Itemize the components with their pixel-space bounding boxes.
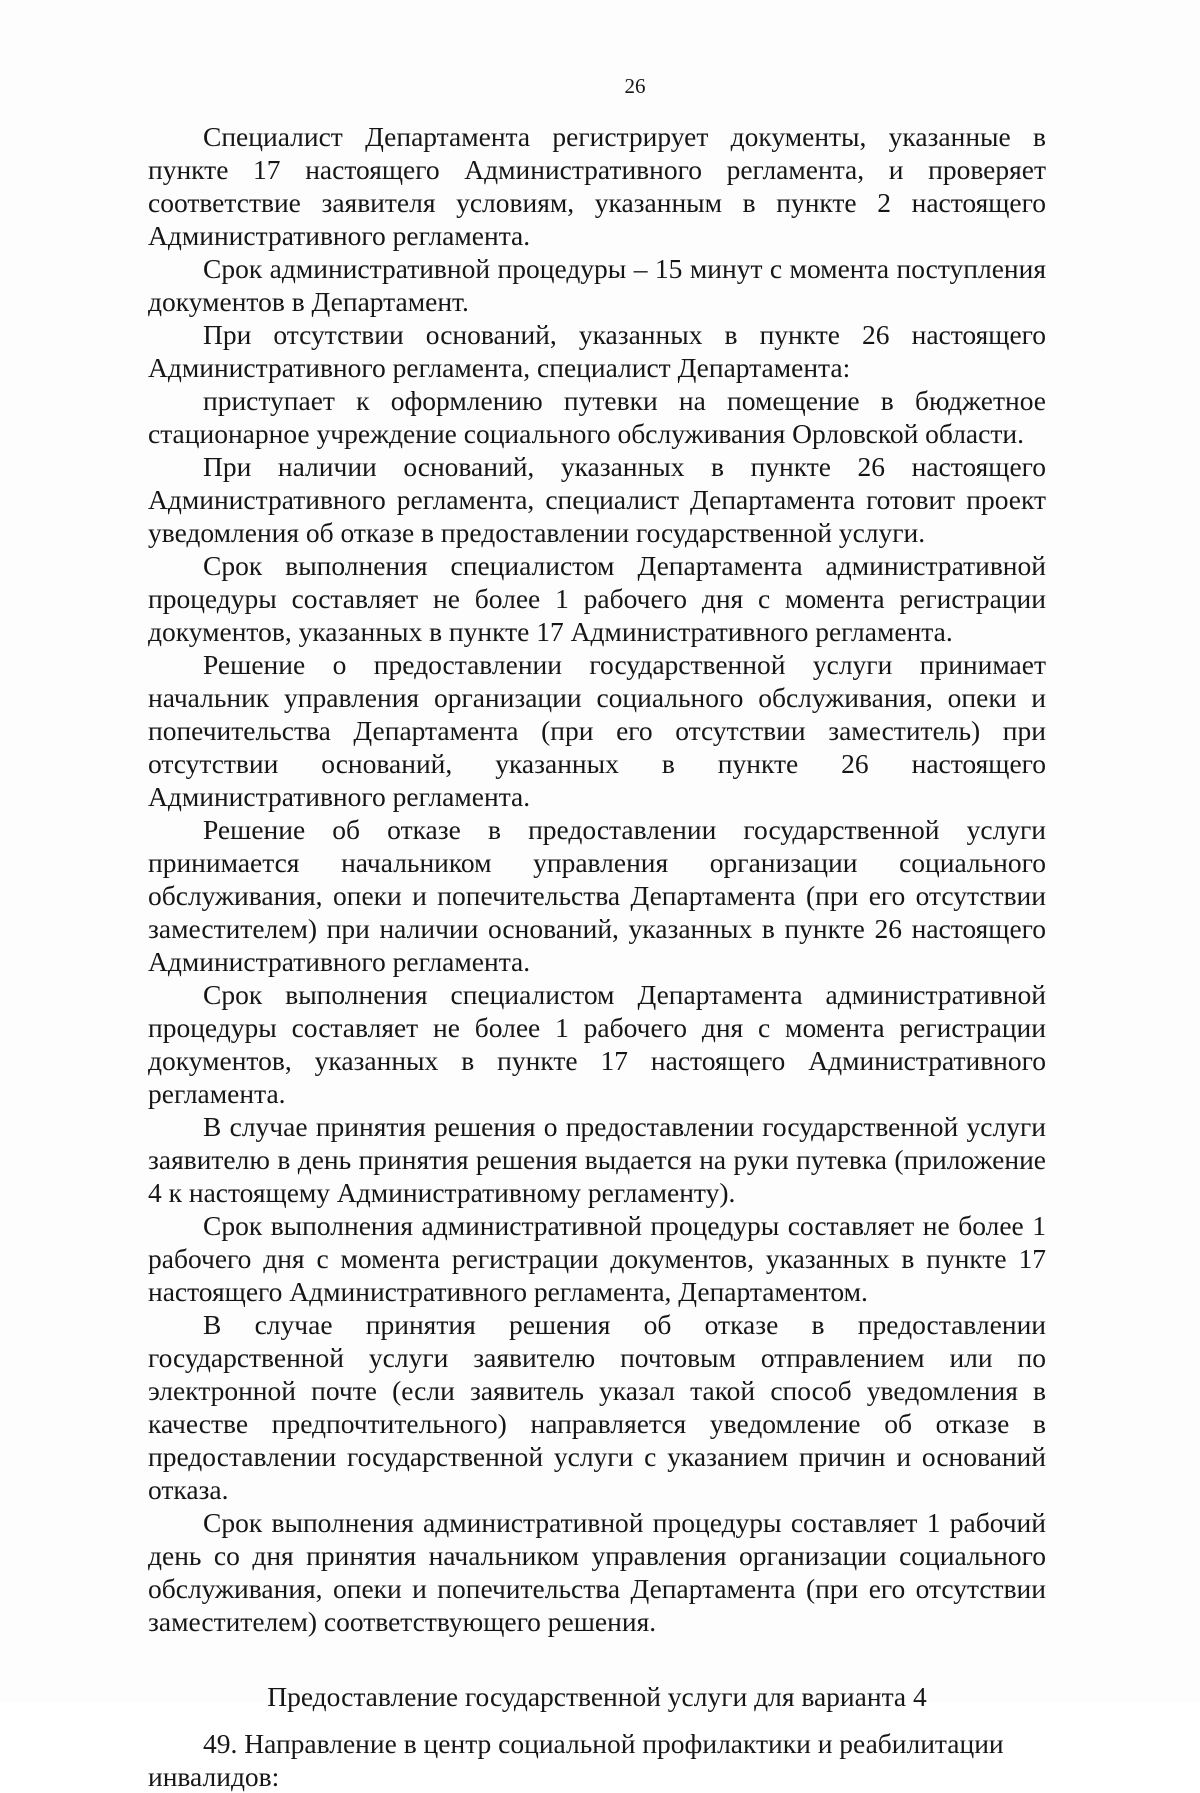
paragraph: Решение об отказе в предоставлении государственной услуги принимается начальником управления организации социального обслуживания, опеки и попечительства Департамента (при его отсутствии заместителем) при наличии оснований, указанных в пункте 26 настоящего Административного регламента.: [148, 814, 1046, 977]
paragraph: Срок выполнения специалистом Департамента административной процедуры составляет не более 1 рабочего дня с момента регистрации документов, указанных в пункте 17 Административного регламента.: [148, 550, 1046, 647]
paragraph: В случае принятия решения о предоставлении государственной услуги заявителю в день принятия решения выдается на руки путевка (приложение 4 к настоящему Административному регламенту).: [148, 1111, 1046, 1208]
paragraph: приступает к оформлению путевки на помещение в бюджетное стационарное учреждение социального обслуживания Орловской области.: [148, 385, 1046, 449]
paragraph: При наличии оснований, указанных в пункте 26 настоящего Административного регламента, специалист Департамента готовит проект уведомления об отказе в предоставлении государственной услуги.: [148, 451, 1046, 548]
page-number: 26: [624, 74, 646, 98]
paragraph: Срок административной процедуры – 15 минут с момента поступления документов в Департамент.: [148, 253, 1046, 317]
paragraph: При отсутствии оснований, указанных в пункте 26 настоящего Административного регламента, специалист Департамента:: [148, 319, 1046, 383]
section-heading: Предоставление государственной услуги для варианта 4: [267, 1681, 927, 1712]
document-body: [148, 120, 1046, 1793]
paragraph: Специалист Департамента регистрирует документы, указанные в пункте 17 настоящего Административного регламента, и проверяет соответствие заявителя условиям, указанным в пункте 2 настоящего Административного регламента.: [148, 121, 1046, 251]
paragraph: Срок выполнения специалистом Департамента административной процедуры составляет не более 1 рабочего дня с момента регистрации документов, указанных в пункте 17 настоящего Административного регламента.: [148, 979, 1046, 1109]
paragraph: Решение о предоставлении государственной услуги принимает начальник управления организации социального обслуживания, опеки и попечительства Департамента (при его отсутствии заместитель) при отсутствии оснований, указанных в пункте 26 настоящего Административного регламента.: [148, 649, 1046, 812]
numbered-item: 49. Направление в центр социальной профилактики и реабилитации инвалидов:: [148, 1728, 1004, 1792]
paragraph: Срок выполнения административной процедуры составляет не более 1 рабочего дня с момента регистрации документов, указанных в пункте 17 настоящего Административного регламента, Департаментом.: [148, 1210, 1046, 1307]
paragraph: Срок выполнения административной процедуры составляет 1 рабочий день со дня принятия начальником управления организации социального обслуживания, опеки и попечительства Департамента (при его отсутствии заместителем) соответствующего решения.: [148, 1507, 1046, 1637]
paragraph: В случае принятия решения об отказе в предоставлении государственной услуги заявителю почтовым отправлением или по электронной почте (если заявитель указал такой способ уведомления в качестве предпочтительного) направляется уведомление об отказе в предоставлении государственной услуги с указанием причин и оснований отказа.: [148, 1309, 1046, 1505]
